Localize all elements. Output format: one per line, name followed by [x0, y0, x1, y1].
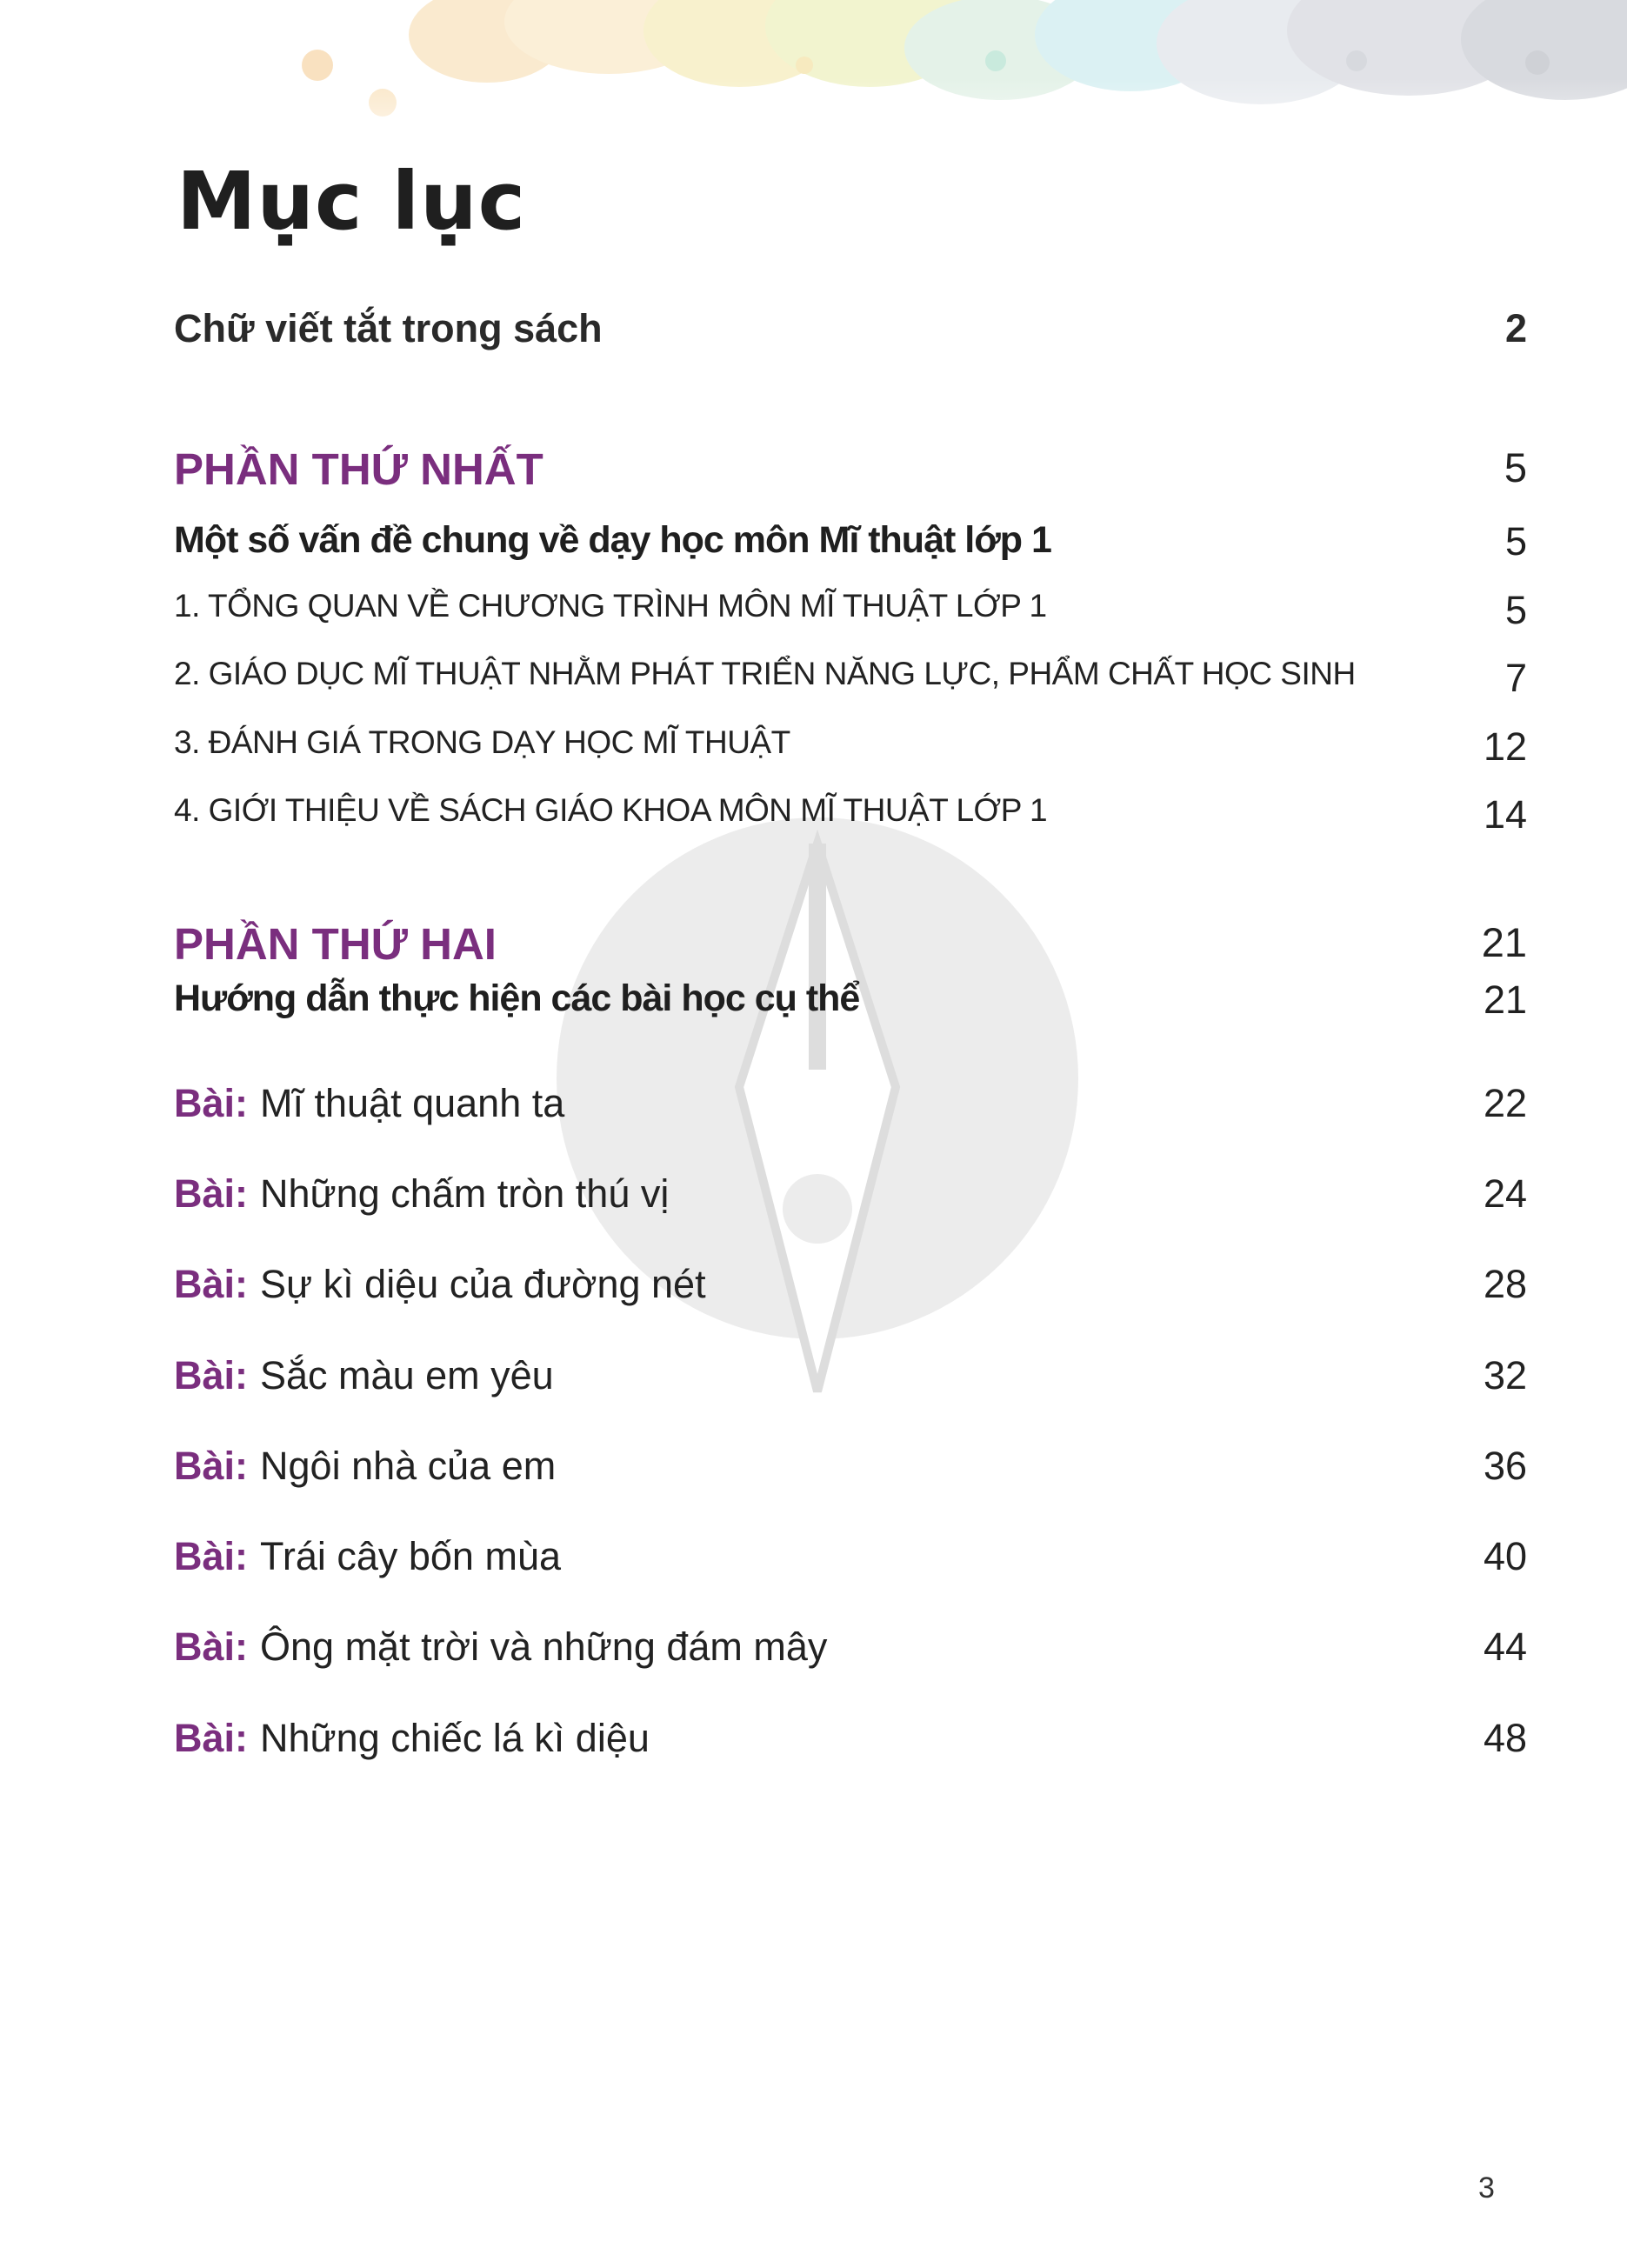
lesson-prefix: Bài: [174, 1716, 249, 1760]
page-number: 3 [1478, 2171, 1495, 2205]
toc-entry-page: 28 [1483, 1262, 1527, 1306]
toc-subtitle-label: Hướng dẫn thực hiện các bài học cụ thể [174, 977, 860, 1019]
lesson-title: Ngôi nhà của em [260, 1444, 557, 1488]
lesson-prefix: Bài: [174, 1353, 249, 1397]
lesson-title: Những chấm tròn thú vị [260, 1171, 670, 1216]
lesson-title: Trái cây bốn mùa [260, 1534, 561, 1578]
lesson-prefix: Bài: [174, 1624, 249, 1669]
toc-entry-page: 5 [1504, 588, 1527, 632]
toc-entry-page: 32 [1483, 1353, 1527, 1397]
lesson-prefix: Bài: [174, 1444, 249, 1488]
toc-entry-page: 14 [1483, 792, 1527, 837]
toc-part-label: PHẦN THỨ NHẤT [174, 444, 543, 494]
toc-entry-label: 4. GIỚI THIỆU VỀ SÁCH GIÁO KHOA MÔN MĨ THUẬT LỚP 1 [174, 792, 1048, 828]
lesson-title: Sắc màu em yêu [260, 1353, 554, 1397]
toc-entry-page: 21 [1483, 977, 1527, 1022]
lesson-prefix: Bài: [174, 1081, 249, 1125]
toc-entry-page: 5 [1504, 444, 1527, 490]
lesson-title: Những chiếc lá kì diệu [260, 1716, 650, 1760]
toc-entry-label: Chữ viết tắt trong sách [174, 306, 603, 350]
page-title: Mục lục [177, 155, 527, 248]
toc-entry-page: 7 [1504, 656, 1527, 700]
toc-entry-label: 3. ĐÁNH GIÁ TRONG DẠY HỌC MĨ THUẬT [174, 724, 790, 760]
toc-part-label: PHẦN THỨ HAI [174, 919, 497, 969]
toc-entry-page: 22 [1483, 1081, 1527, 1125]
toc-subtitle-label: Một số vấn đề chung về dạy học môn Mĩ thuật lớp 1 [174, 519, 1051, 561]
toc-entry-page: 36 [1483, 1444, 1527, 1488]
toc-entry-page: 40 [1483, 1534, 1527, 1578]
toc-entry-label: 2. GIÁO DỤC MĨ THUẬT NHẰM PHÁT TRIỂN NĂNG LỰC, PHẨM CHẤT HỌC SINH [174, 656, 1356, 691]
toc-entry-page: 12 [1483, 724, 1527, 769]
lesson-title: Mĩ thuật quanh ta [260, 1081, 565, 1125]
lesson-title: Ông mặt trời và những đám mây [260, 1624, 828, 1669]
toc-entry-page: 2 [1504, 306, 1527, 350]
toc-entry-page: 5 [1504, 519, 1527, 564]
lesson-title: Sự kì diệu của đường nét [260, 1262, 706, 1306]
toc-entry-page: 48 [1483, 1716, 1527, 1760]
lesson-prefix: Bài: [174, 1171, 249, 1216]
toc-entry-page: 21 [1481, 919, 1527, 965]
lesson-prefix: Bài: [174, 1262, 249, 1306]
toc-entry-page: 24 [1483, 1171, 1527, 1216]
lesson-prefix: Bài: [174, 1534, 249, 1578]
toc-entry-label: 1. TỔNG QUAN VỀ CHƯƠNG TRÌNH MÔN MĨ THUẬT LỚP 1 [174, 588, 1047, 624]
paint-splash-banner [0, 0, 1627, 174]
toc-entry-page: 44 [1483, 1624, 1527, 1669]
